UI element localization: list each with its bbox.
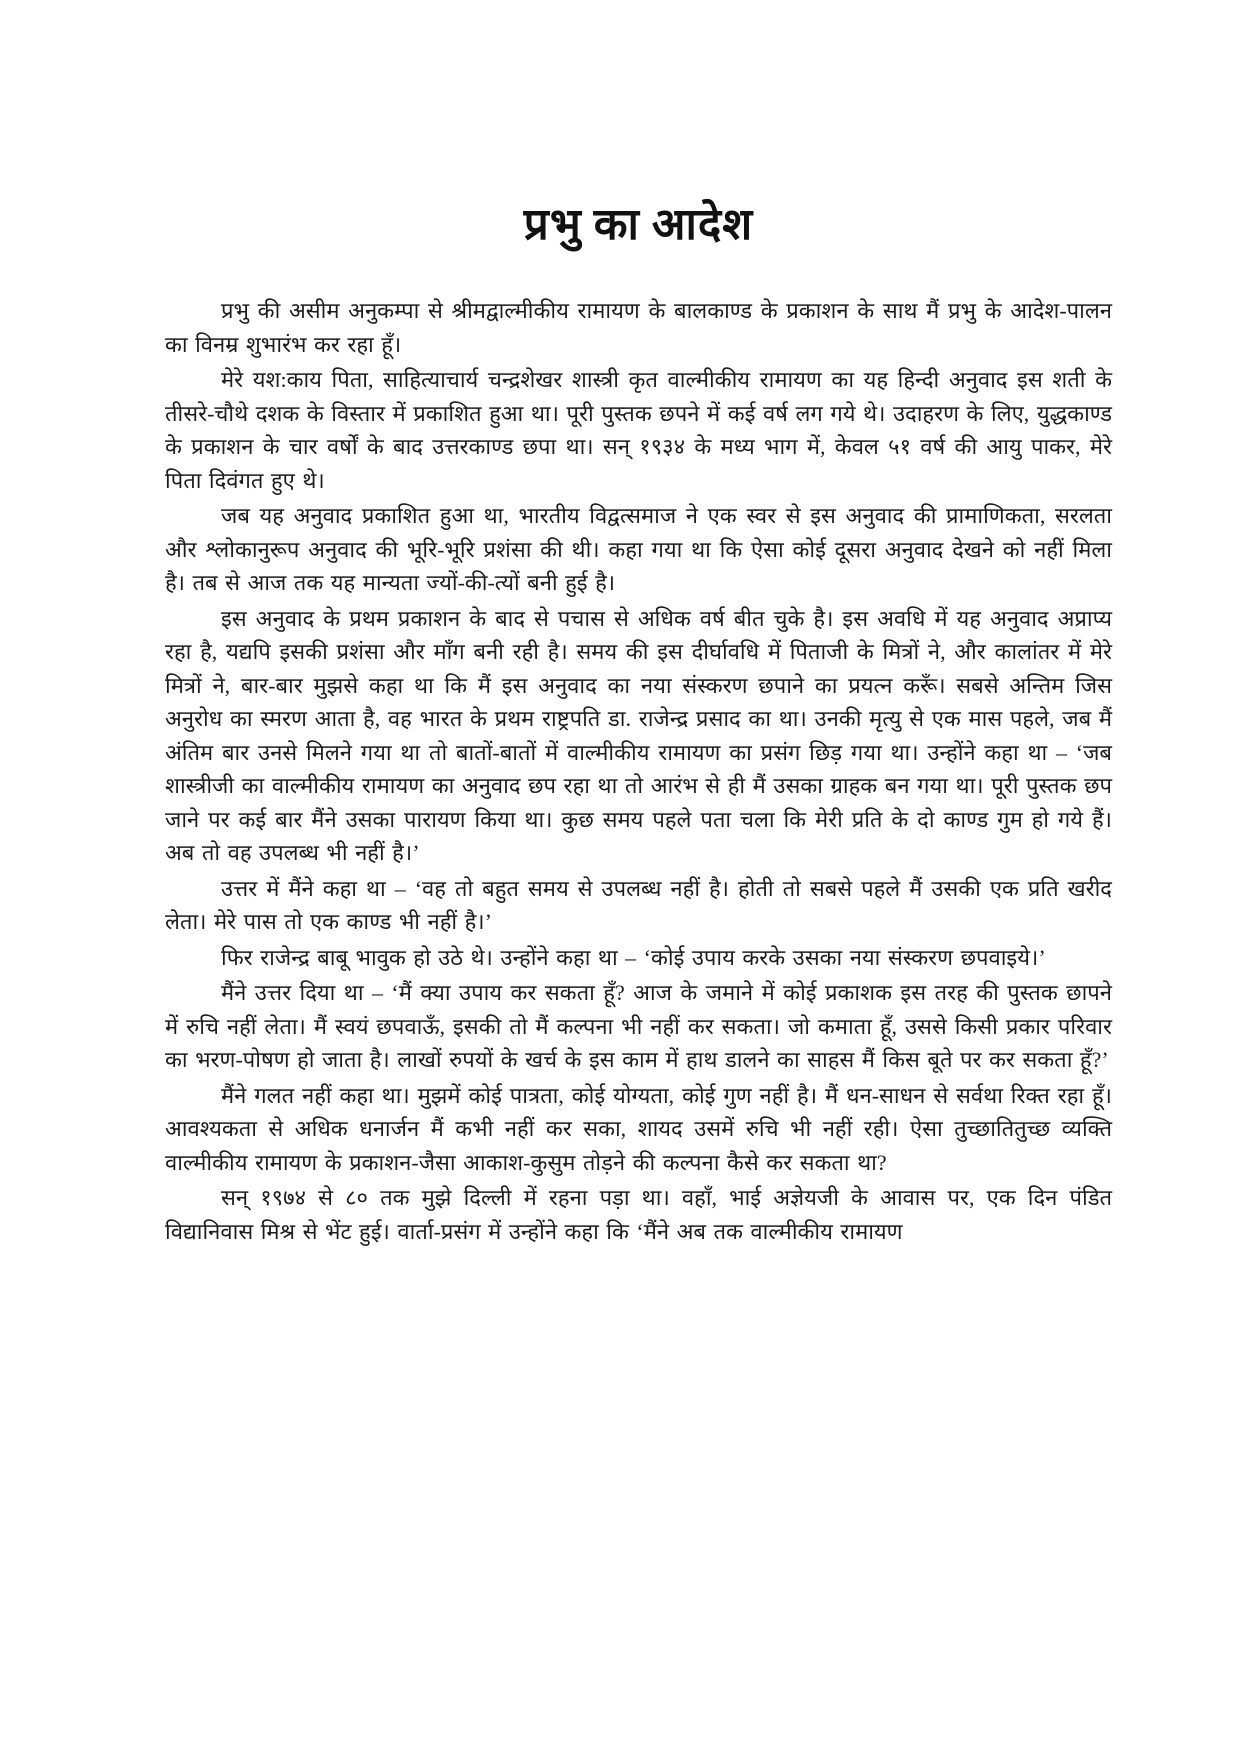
paragraph: उत्तर में मैंने कहा था – ‘वह तो बहुत समय से उपलब्ध नहीं है। होती तो सबसे पहले मैं उसकी एक प्रति खरीद लेता। मेरे पास तो एक काण्ड भी नहीं है।’ bbox=[165, 875, 1112, 934]
paragraph: प्रभु की असीम अनुकम्पा से श्रीमद्वाल्मीकीय रामायण के बालकाण्ड के प्रकाशन के साथ मैं प्रभु के आदेश-पालन का विनम्र शुभारंभ कर रहा हूँ। bbox=[165, 298, 1112, 357]
paragraph: इस अनुवाद के प्रथम प्रकाशन के बाद से पचास से अधिक वर्ष बीत चुके है। इस अवधि में यह अनुवाद अप्राप्य रहा है, यद्यपि इसकी प्रशंसा और माँग बनी रही है। समय की इस दीर्घावधि में पिताजी के मित्रों ने, और कालांतर में मेरे मित्रों ने, बार-बार मुझसे कहा था कि मैं इस अनुवाद का नया संस्करण छपाने का प्रयत्न करूँ। सबसे अन्तिम जिस अनुरोध का स्मरण आता है, वह भारत के प्रथम राष्ट्रपति डा. राजेन्द्र प्रसाद का था। उनकी मृत्यु से एक मास पहले, जब मैं अंतिम बार उनसे मिलने गया था तो बातों-बातों में वाल्मीकीय रामायण का प्रसंग छिड़ गया था। उन्होंने कहा था – ‘जब शास्त्रीजी का वाल्मीकीय रामायण का अनुवाद छप रहा था तो आरंभ से ही मैं उसका ग्राहक बन गया था। पूरी पुस्तक छप जाने पर कई बार मैंने उसका पारायण किया था। कुछ समय पहले पता चला कि मेरी प्रति के दो काण्ड गुम हो गये हैं। अब तो वह उपलब्ध भी नहीं है।’ bbox=[165, 605, 1112, 865]
paragraph: मैंने गलत नहीं कहा था। मुझमें कोई पात्रता, कोई योग्यता, कोई गुण नहीं है। मैं धन-साधन से सर्वथा रिक्त रहा हूँ। आवश्यकता से अधिक धनार्जन मैं कभी नहीं कर सका, शायद उसमें रुचि भी नहीं रही। ऐसा तुच्छातितुच्छ व्यक्ति वाल्मीकीय रामायण के प्रकाशन-जैसा आकाश-कुसुम तोड़ने की कल्पना कैसे कर सकता था? bbox=[165, 1082, 1112, 1175]
paragraph: जब यह अनुवाद प्रकाशित हुआ था, भारतीय विद्वत्समाज ने एक स्वर से इस अनुवाद की प्रामाणिकता, सरलता और श्लोकानुरूप अनुवाद की भूरि-भूरि प्रशंसा की थी। कहा गया था कि ऐसा कोई दूसरा अनुवाद देखने को नहीं मिला है। तब से आज तक यह मान्यता ज्यों-की-त्यों बनी हुई है। bbox=[165, 503, 1112, 595]
paragraph: फिर राजेन्द्र बाबू भावुक हो उठे थे। उन्होंने कहा था – ‘कोई उपाय करके उसका नया संस्करण छपवाइये।’ bbox=[221, 944, 1046, 970]
page-title: प्रभु का आदेश bbox=[523, 200, 754, 249]
paragraph: सन् १९७४ से ८० तक मुझे दिल्ली में रहना पड़ा था। वहाँ, भाई अज्ञेयजी के आवास पर, एक दिन पंडित विद्यानिवास मिश्र से भेंट हुई। वार्ता-प्रसंग में उन्होंने कहा कि ‘मैंने अब तक वाल्मीकीय रामायण bbox=[165, 1185, 1112, 1244]
document-body bbox=[165, 294, 1112, 1248]
paragraph: मैंने उत्तर दिया था – ‘मैं क्या उपाय कर सकता हूँ? आज के जमाने में कोई प्रकाशक इस तरह की पुस्तक छापने में रुचि नहीं लेता। मैं स्वयं छपवाऊँ, इसकी तो मैं कल्पना भी नहीं कर सकता। जो कमाता हूँ, उससे किसी प्रकार परिवार का भरण-पोषण हो जाता है। लाखों रुपयों के खर्च के इस काम में हाथ डालने का साहस मैं किस बूते पर कर सकता हूँ?’ bbox=[165, 980, 1112, 1072]
paragraph: मेरे यश:काय पिता, साहित्याचार्य चन्द्रशेखर शास्त्री कृत वाल्मीकीय रामायण का यह हिन्दी अनुवाद इस शती के तीसरे-चौथे दशक के विस्तार में प्रकाशित हुआ था। पूरी पुस्तक छपने में कई वर्ष लग गये थे। उदाहरण के लिए, युद्धकाण्ड के प्रकाशन के चार वर्षों के बाद उत्तरकाण्ड छपा था। सन् १९३४ के मध्य भाग में, केवल ५१ वर्ष की आयु पाकर, मेरे पिता दिवंगत हुए थे। bbox=[165, 367, 1112, 493]
